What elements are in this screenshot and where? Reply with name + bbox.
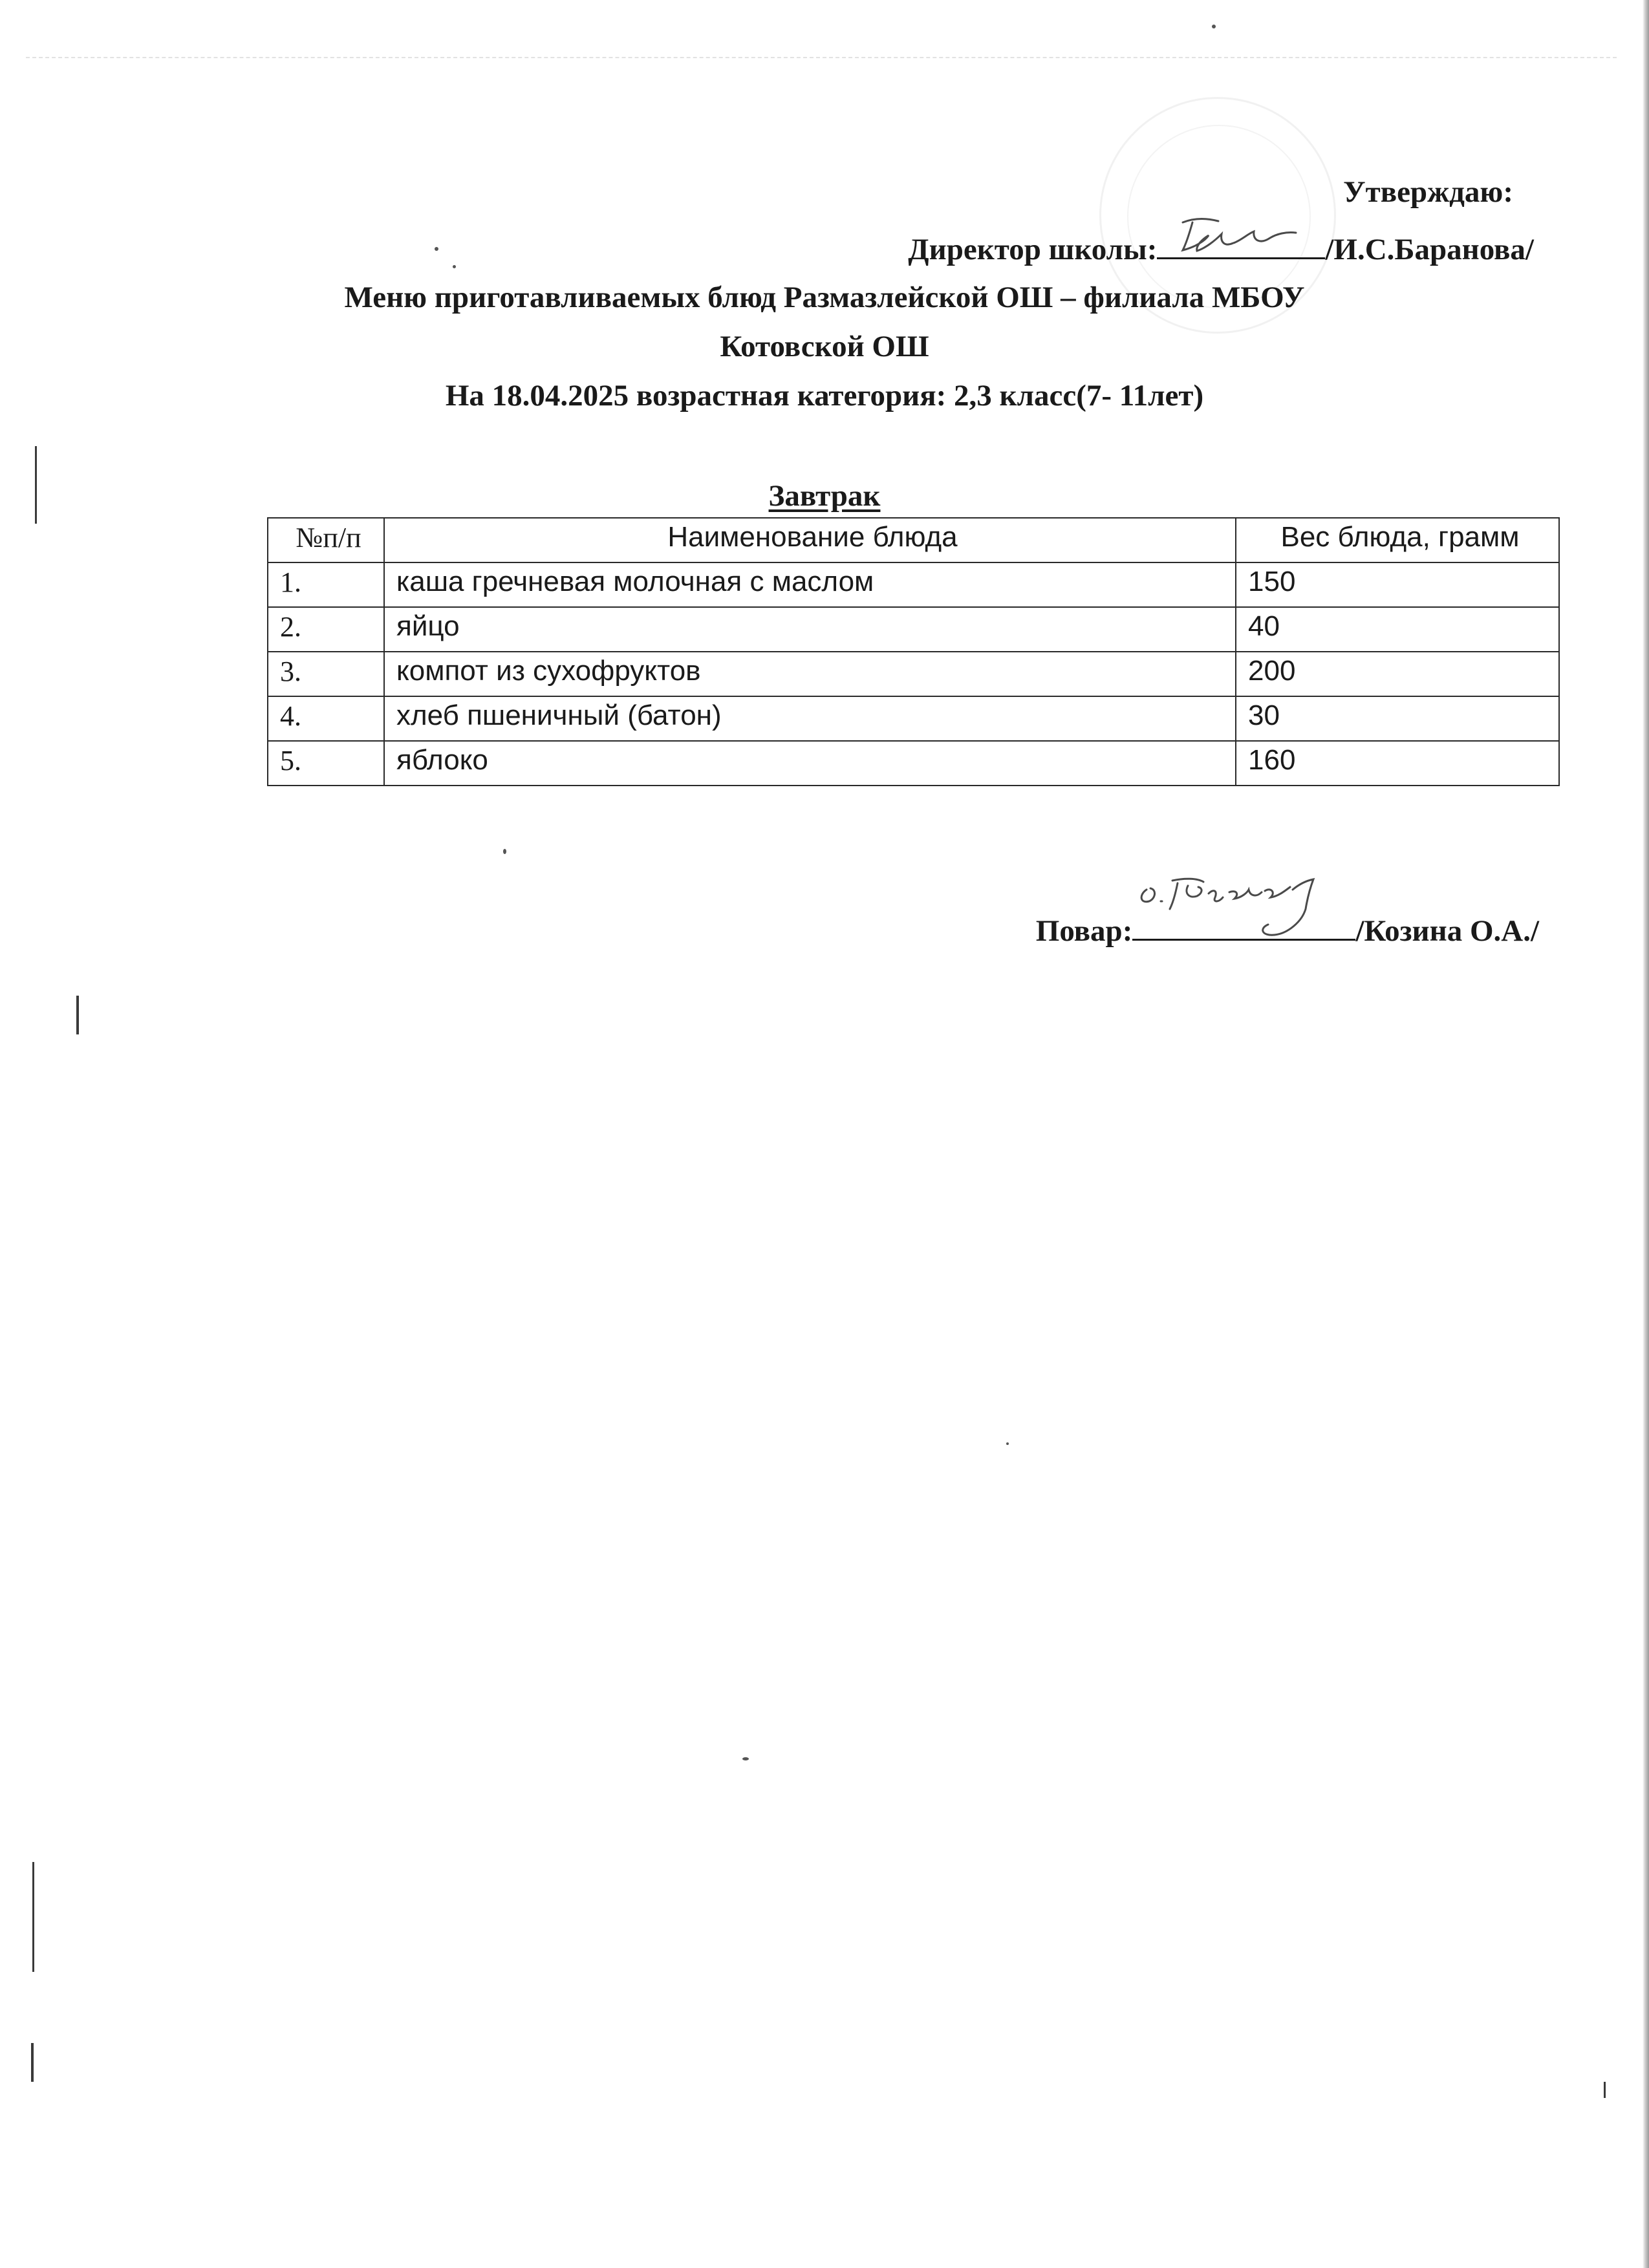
scan-speck [435,247,438,251]
cook-signature-blank [1132,913,1355,941]
scan-margin-mark [32,1862,34,1972]
scan-margin-mark [76,996,79,1034]
director-signature [1157,215,1312,260]
scan-speck [1006,1442,1009,1445]
scan-edge [1643,0,1649,2268]
meal-heading-text: Завтрак [768,479,881,513]
dish-name: яйцо [384,607,1236,652]
dish-weight: 150 [1236,562,1559,607]
row-number: 3. [268,652,384,696]
cook-line [1036,913,1539,948]
dish-weight: 200 [1236,652,1559,696]
scan-artifact-line [26,57,1617,58]
scan-margin-mark [31,2043,34,2082]
row-number: 5. [268,741,384,786]
director-name: /И.С.Баранова/ [1325,233,1534,266]
dish-weight: 30 [1236,696,1559,741]
dish-name: яблоко [384,741,1236,786]
title-line-3: На 18.04.2025 возрастная категория: 2,3 класс(7- 11лет) [445,379,1204,412]
scan-margin-mark [35,446,37,524]
title-line-1: Меню приготавливаемых блюд Размазлейской ОШ – филиала МБОУ [344,281,1305,314]
title-line-2: Котовской ОШ [720,330,929,363]
column-header-number: №п/п [268,518,384,562]
row-number: 1. [268,562,384,607]
dish-name: каша гречневая молочная с маслом [384,562,1236,607]
scan-speck [503,849,506,854]
menu-table [267,517,1560,786]
table-header-row [268,518,1559,562]
row-number: 2. [268,607,384,652]
dish-weight: 160 [1236,741,1559,786]
meal-heading [194,478,1455,513]
document-title [194,273,1455,420]
table-row [268,607,1559,652]
scan-margin-mark [1604,2082,1606,2098]
column-header-weight: Вес блюда, грамм [1236,518,1559,562]
table-row [268,562,1559,607]
table-row [268,652,1559,696]
table-row [268,696,1559,741]
scan-speck [742,1757,749,1760]
dish-weight: 40 [1236,607,1559,652]
director-label: Директор школы: [908,233,1158,266]
cook-name: /Козина О.А./ [1355,914,1539,948]
table-row [268,741,1559,786]
approval-heading: Утверждаю: [1343,175,1513,209]
scan-speck [1212,25,1216,28]
scan-speck [453,265,456,268]
director-signature-blank [1157,231,1325,259]
column-header-dish: Наименование блюда [384,518,1236,562]
dish-name: хлеб пшеничный (батон) [384,696,1236,741]
dish-name: компот из сухофруктов [384,652,1236,696]
director-line [908,231,1534,267]
row-number: 4. [268,696,384,741]
cook-signature [1132,864,1355,941]
cook-label: Повар: [1035,914,1133,948]
